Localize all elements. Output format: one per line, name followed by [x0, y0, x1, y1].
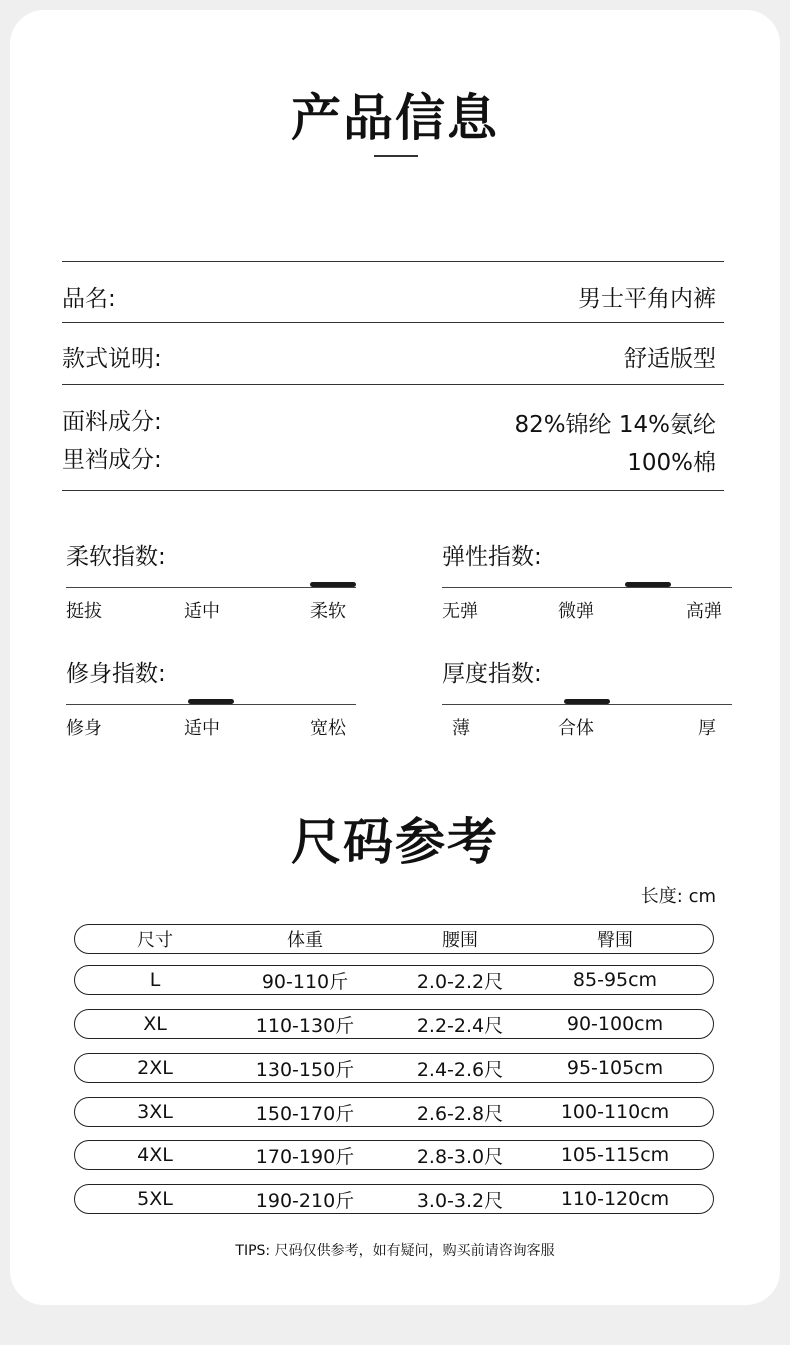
table-row [74, 1184, 714, 1214]
table-row [74, 1097, 714, 1127]
size-cell: 4XL [137, 1144, 173, 1166]
weight-cell: 90-110斤 [261, 970, 349, 993]
waist-cell: 2.2-2.4尺 [416, 1014, 504, 1037]
elasticity-index-title: 弹性指数: [442, 544, 542, 570]
size-cell: XL [143, 1013, 167, 1035]
divider [62, 322, 724, 323]
weight-cell: 170-190斤 [255, 1145, 355, 1168]
thickness-scale-high: 厚 [698, 718, 716, 739]
thickness-scale-mid: 合体 [558, 718, 594, 739]
header-weight: 体重 [287, 930, 323, 951]
table-row [74, 1140, 714, 1170]
softness-scale-high: 柔软 [310, 601, 346, 622]
divider [62, 384, 724, 385]
fit-index-track [66, 704, 356, 705]
softness-index-title: 柔软指数: [66, 544, 166, 570]
weight-cell: 130-150斤 [255, 1058, 355, 1081]
softness-scale-low: 挺拔 [66, 601, 102, 622]
waist-cell: 2.0-2.2尺 [416, 970, 504, 993]
style-label: 款式说明: [62, 346, 162, 372]
product-name-value: 男士平角内裤 [578, 286, 716, 312]
unit-note: 长度: cm [640, 886, 716, 907]
header-size: 尺寸 [137, 930, 173, 951]
divider [62, 490, 724, 491]
waist-cell: 2.6-2.8尺 [416, 1102, 504, 1125]
fit-index-marker [188, 699, 234, 704]
thickness-index-track [442, 704, 732, 705]
header-hip: 臀围 [597, 930, 633, 951]
fit-scale-mid: 适中 [184, 718, 220, 739]
fit-scale-high: 宽松 [310, 718, 346, 739]
size-reference-title: 尺码参考 [291, 813, 499, 871]
title-underline [374, 155, 418, 157]
hip-cell: 85-95cm [572, 969, 658, 991]
crotch-lining-label: 里裆成分: [62, 447, 162, 473]
elasticity-index-track [442, 587, 732, 588]
hip-cell: 100-110cm [560, 1101, 670, 1123]
elasticity-scale-high: 高弹 [686, 601, 722, 622]
softness-index-marker [310, 582, 356, 587]
style-value: 舒适版型 [624, 346, 716, 372]
crotch-lining-value: 100%棉 [627, 450, 716, 476]
elasticity-scale-mid: 微弹 [558, 601, 594, 622]
thickness-index-marker [564, 699, 610, 704]
table-row [74, 965, 714, 995]
waist-cell: 3.0-3.2尺 [416, 1189, 504, 1212]
product-name-label: 品名: [62, 286, 116, 312]
fit-scale-low: 修身 [66, 718, 102, 739]
hip-cell: 95-105cm [566, 1057, 664, 1079]
thickness-scale-low: 薄 [452, 718, 470, 739]
product-info-title: 产品信息 [291, 89, 499, 147]
weight-cell: 150-170斤 [255, 1102, 355, 1125]
table-row [74, 1009, 714, 1039]
elasticity-scale-low: 无弹 [442, 601, 478, 622]
weight-cell: 190-210斤 [255, 1189, 355, 1212]
fit-index-title: 修身指数: [66, 661, 166, 687]
size-cell: 3XL [137, 1101, 173, 1123]
size-cell: 5XL [137, 1188, 173, 1210]
hip-cell: 90-100cm [566, 1013, 664, 1035]
size-cell: 2XL [137, 1057, 173, 1079]
elasticity-index-marker [625, 582, 671, 587]
thickness-index-title: 厚度指数: [442, 661, 542, 687]
tips-note: TIPS: 尺码仅供参考，如有疑问，购买前请咨询客服 [235, 1243, 555, 1259]
waist-cell: 2.4-2.6尺 [416, 1058, 504, 1081]
header-waist: 腰围 [442, 930, 478, 951]
hip-cell: 110-120cm [560, 1188, 670, 1210]
table-row [74, 1053, 714, 1083]
divider [62, 261, 724, 262]
waist-cell: 2.8-3.0尺 [416, 1145, 504, 1168]
size-cell: L [149, 969, 161, 991]
fabric-value: 82%锦纶 14%氨纶 [514, 412, 716, 438]
size-table-header [74, 924, 714, 954]
hip-cell: 105-115cm [560, 1144, 670, 1166]
fabric-label: 面料成分: [62, 409, 162, 435]
softness-index-track [66, 587, 356, 588]
softness-scale-mid: 适中 [184, 601, 220, 622]
weight-cell: 110-130斤 [255, 1014, 355, 1037]
